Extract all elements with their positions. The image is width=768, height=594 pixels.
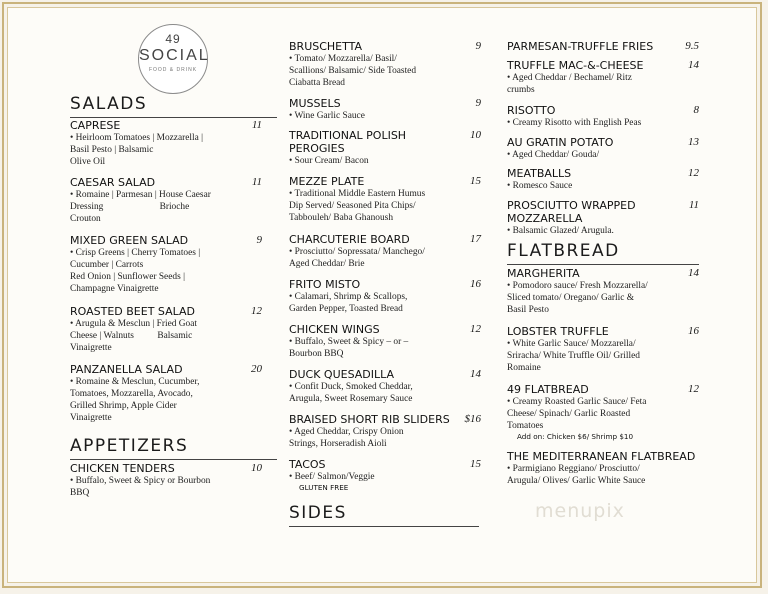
logo-tagline: FOOD & DRINK: [148, 67, 198, 73]
item-name: 49 FLATBREAD: [507, 383, 589, 396]
menu-item-traditional-polish-perogies: [289, 129, 481, 167]
item-price: 16: [470, 278, 481, 290]
item-desc: Vinaigrette: [70, 343, 112, 353]
item-name: FRITO MISTO: [289, 278, 361, 291]
item-name: PROSCIUTTO WRAPPED: [507, 199, 636, 212]
menu-item-mezze-plate: [289, 175, 481, 224]
item-desc: • Crisp Greens | Cherry Tomatoes |: [70, 248, 201, 258]
menu-item-lobster-truffle: [507, 325, 699, 374]
item-note: GLUTEN FREE: [299, 483, 349, 492]
item-desc: Sriracha/ White Truffle Oil/ Grilled: [507, 351, 640, 361]
item-price: 10: [470, 129, 481, 141]
item-desc: • Heirloom Tomatoes | Mozzarella |: [70, 133, 203, 143]
item-name: PANZANELLA SALAD: [70, 363, 183, 376]
item-name: TRUFFLE MAC-&-CHEESE: [507, 59, 644, 72]
menu-item-panzanella-salad: [70, 363, 262, 424]
menu-item-braised-short-rib-sliders: [289, 413, 481, 450]
item-desc: Sliced tomato/ Oregano/ Garlic &: [507, 293, 635, 303]
item-desc: • Aged Cheddar, Crispy Onion: [289, 427, 404, 437]
item-name: MARGHERITA: [507, 267, 580, 280]
item-desc: • Romesco Sauce: [507, 181, 573, 191]
item-desc: Tabbouleh/ Baba Ghanoush: [289, 213, 394, 223]
item-name: CAPRESE: [70, 119, 121, 132]
item-desc: Arugula/ Olives/ Garlic White Sauce: [507, 476, 646, 486]
item-desc: • Romaine | Parmesan | House Caesar: [70, 190, 211, 200]
item-name: BRUSCHETTA: [289, 40, 363, 53]
item-desc: Olive Oil: [70, 157, 106, 167]
menu-item-roasted-beet-salad: [70, 305, 262, 354]
item-desc: Grilled Shrimp, Apple Cider: [70, 401, 177, 411]
item-desc: Arugula, Sweet Rosemary Sauce: [289, 394, 413, 404]
item-desc: • Sour Cream/ Bacon: [289, 156, 369, 166]
menu-item-chicken-tenders: [70, 462, 262, 499]
item-name-line2: MOZZARELLA: [507, 212, 583, 225]
item-desc: crumbs: [507, 85, 535, 95]
item-name: TRADITIONAL POLISH: [289, 129, 407, 142]
item-name: ROASTED BEET SALAD: [70, 305, 196, 318]
menu-item-truffle-mac-and-cheese: [507, 59, 699, 96]
section-title-salads: SALADS: [70, 94, 277, 118]
item-price: 14: [470, 368, 481, 380]
item-price: 17: [470, 233, 481, 245]
item-desc: Red Onion | Sunflower Seeds |: [70, 272, 185, 282]
item-price: 10: [251, 462, 262, 474]
item-desc: Tomatoes: [507, 421, 544, 431]
item-price: 15: [470, 175, 481, 187]
menu-item-meatballs: [507, 167, 699, 192]
restaurant-logo: [138, 24, 208, 94]
item-desc: Vinaigrette: [70, 413, 112, 423]
menu-item-charcuterie-board: [289, 233, 481, 270]
item-desc: Champagne Vinaigrette: [70, 284, 159, 294]
menu-item-49-flatbread: [507, 383, 699, 442]
menu-item-frito-misto: [289, 278, 481, 315]
item-price: 12: [251, 305, 262, 317]
item-desc: Tomatoes, Mozzarella, Avocado,: [70, 389, 193, 399]
item-desc: Basil Pesto | Balsamic: [70, 145, 154, 155]
item-note: Add on: Chicken $6/ Shrimp $10: [517, 432, 634, 441]
menu-item-mediterranean-flatbread: [507, 450, 699, 487]
item-price: 13: [688, 136, 699, 148]
item-desc: • Aged Cheddar / Bechamel/ Ritz: [507, 73, 632, 83]
item-price: 12: [688, 383, 699, 395]
watermark: menupix: [535, 500, 625, 522]
item-price: 12: [688, 167, 699, 179]
item-price: 11: [251, 176, 262, 188]
logo-name: SOCIAL: [139, 47, 210, 64]
item-desc: • Beef/ Salmon/Veggie: [289, 472, 375, 482]
menu-item-duck-quesadilla: [289, 368, 481, 405]
item-desc: • Aged Cheddar/ Gouda/: [507, 150, 600, 160]
menu-item-parmesan-truffle-fries: [507, 40, 699, 53]
item-desc: Garden Pepper, Toasted Bread: [289, 304, 403, 314]
item-name: THE MEDITERRANEAN FLATBREAD: [507, 450, 696, 463]
item-desc: • White Garlic Sauce/ Mozzarella/: [507, 339, 636, 349]
item-name: MEZZE PLATE: [289, 175, 365, 188]
item-name-line2: PEROGIES: [289, 142, 345, 155]
item-name: MEATBALLS: [507, 167, 572, 180]
item-price: 9: [475, 40, 481, 52]
item-desc: • Pomodoro sauce/ Fresh Mozzarella/: [507, 281, 648, 291]
item-name: AU GRATIN POTATO: [507, 136, 614, 149]
item-price: $16: [464, 413, 481, 425]
item-name: CHICKEN WINGS: [289, 323, 380, 336]
item-name: CHARCUTERIE BOARD: [289, 233, 410, 246]
item-price: 12: [470, 323, 481, 335]
item-desc: • Parmigiano Reggiano/ Prosciutto/: [507, 464, 640, 474]
menu-item-chicken-wings: [289, 323, 481, 360]
section-title-flatbread: FLATBREAD: [507, 241, 699, 265]
item-desc: Crouton: [70, 214, 101, 224]
item-desc: BBQ: [70, 488, 90, 498]
item-desc: • Buffalo, Sweet & Spicy – or –: [289, 337, 409, 347]
menu-item-caprese: [70, 119, 262, 168]
item-desc: • Balsamic Glazed/ Arugula.: [507, 226, 614, 236]
menu-item-mussels: [289, 97, 481, 122]
item-desc: Bourbon BBQ: [289, 349, 344, 359]
item-desc: Cheese/ Spinach/ Garlic Roasted: [507, 409, 631, 419]
item-price: 9: [475, 97, 481, 109]
item-price: 14: [688, 267, 699, 279]
item-desc: Strings, Horseradish Aioli: [289, 439, 387, 449]
item-desc: Ciabatta Bread: [289, 78, 345, 88]
menu-item-prosciutto-wrapped-mozzarella: [507, 199, 699, 237]
item-desc: Romaine: [507, 363, 541, 373]
item-name: LOBSTER TRUFFLE: [507, 325, 609, 338]
item-desc: Dip Served/ Seasoned Pita Chips/: [289, 201, 416, 211]
item-desc: • Arugula & Mesclun | Fried Goat: [70, 319, 198, 329]
item-name: PARMESAN-TRUFFLE FRIES: [507, 40, 654, 53]
item-desc: • Tomato/ Mozzarella/ Basil/: [289, 54, 397, 64]
section-title-appetizers: APPETIZERS: [70, 436, 277, 460]
item-price: 9.5: [685, 40, 699, 52]
item-name: RISOTTO: [507, 104, 556, 117]
item-desc: Cucumber | Carrots: [70, 260, 144, 270]
menu-item-margherita: [507, 267, 699, 316]
item-desc: • Romaine & Mesclun, Cucumber,: [70, 377, 200, 387]
item-price: 11: [251, 119, 262, 131]
item-desc: • Wine Garlic Sauce: [289, 111, 365, 121]
item-price: 15: [470, 458, 481, 470]
item-price: 8: [693, 104, 699, 116]
item-name: DUCK QUESADILLA: [289, 368, 395, 381]
section-title-sides: SIDES: [289, 503, 479, 527]
logo-number: 49: [165, 32, 181, 46]
item-desc: • Buffalo, Sweet & Spicy or Bourbon: [70, 476, 211, 486]
item-name: BRAISED SHORT RIB SLIDERS: [289, 413, 450, 426]
item-desc: • Traditional Middle Eastern Humus: [289, 189, 426, 199]
item-price: 20: [251, 363, 262, 375]
menu-item-caesar-salad: [70, 176, 262, 225]
menu-item-au-gratin-potato: [507, 136, 699, 161]
item-desc: Cheese | Walnuts Balsamic: [70, 331, 193, 341]
item-name: CAESAR SALAD: [70, 176, 156, 189]
item-desc: Aged Cheddar/ Brie: [289, 259, 365, 269]
menu-item-bruschetta: [289, 40, 481, 89]
item-desc: Basil Pesto: [507, 305, 549, 315]
item-price: 16: [688, 325, 699, 337]
item-name: CHICKEN TENDERS: [70, 462, 175, 475]
menu-item-risotto: [507, 104, 699, 129]
item-desc: Scallions/ Balsamic/ Side Toasted: [289, 66, 417, 76]
menu-item-mixed-green-salad: [70, 234, 262, 295]
item-desc: • Prosciutto/ Sopressata/ Manchego/: [289, 247, 425, 257]
item-price: 9: [256, 234, 262, 246]
item-desc: • Creamy Roasted Garlic Sauce/ Feta: [507, 397, 647, 407]
item-name: MIXED GREEN SALAD: [70, 234, 189, 247]
item-desc: • Confit Duck, Smoked Cheddar,: [289, 382, 413, 392]
item-desc: Dressing Brioche: [70, 202, 190, 212]
item-price: 11: [688, 199, 699, 211]
item-desc: • Calamari, Shrimp & Scallops,: [289, 292, 408, 302]
item-price: 14: [688, 59, 699, 71]
item-desc: • Creamy Risotto with English Peas: [507, 118, 642, 128]
menu-item-tacos: [289, 458, 481, 493]
item-name: TACOS: [289, 458, 326, 471]
item-name: MUSSELS: [289, 97, 341, 110]
